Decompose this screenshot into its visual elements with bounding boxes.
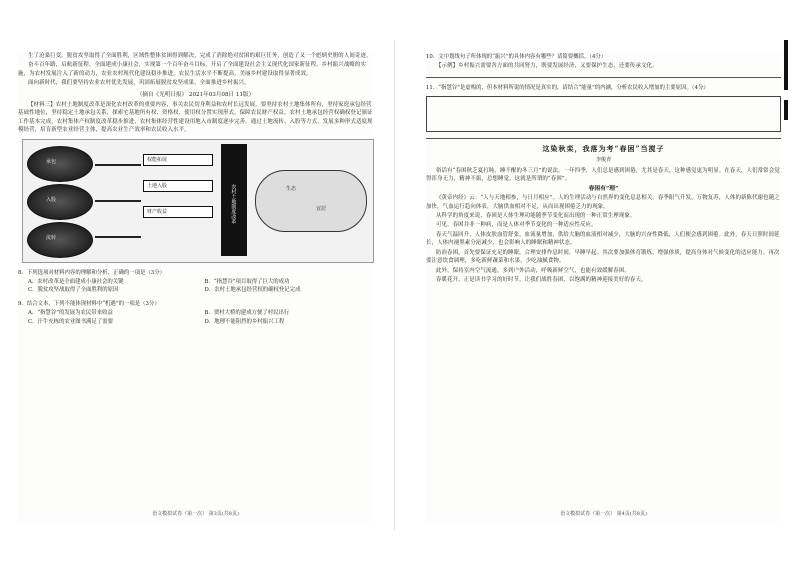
paragraph: 《黄帝内经》云：“人与天地相参，与日月相应”。人的生理活动与自然界的变化息息相关。春季阳气升发，万物复苏，人体的新陈代谢也随之加快，气血运行趋向体表，大脑供血相对不足，从而出现困倦乏力的现象。 — [426, 195, 780, 210]
figure-boxes — [143, 154, 213, 232]
option: D．农村土地承包经营权的确权登记完成 — [204, 287, 301, 294]
option: B．“指慧谷”项目取得了巨大的成功 — [204, 279, 290, 286]
scan-mark — [784, 40, 788, 90]
figure-disc-label: 流转 — [46, 234, 57, 241]
figure-disc-label: 入股 — [46, 196, 57, 203]
figure-box: 权能拓展 — [143, 154, 213, 166]
paragraph: 春天气温回升，人体皮肤血管舒张，血流量增加，供给大脑的血液相对减少，大脑的兴奋性降低，人们便会感到困倦。此外，春天日照时间延长，人体内褪黑素分泌减少，也会影响人的睡眠和精神状态。 — [426, 231, 780, 247]
paragraph: 面向新时代，我们要坚持农业农村优先发展，巩固拓展脱贫攻坚成果，全面推进乡村振兴。 — [28, 80, 250, 87]
diagram-figure — [22, 139, 374, 263]
left-page — [18, 52, 373, 522]
section-subhead: 春困有“理” — [588, 185, 619, 192]
question-10: 10．文中划线句子所体现的“振兴”的具体内容有哪些？请简要概括。（4分） — [426, 54, 607, 60]
arrow — [95, 164, 141, 166]
answer-area[interactable] — [426, 96, 781, 132]
paragraph: 生了沧桑巨变。脱贫攻坚取得了全面胜利，区域性整体贫困得到解决，完成了消除绝对贫困的艰巨任务，创造了又一个彪炳史册的人间奇迹。 — [28, 53, 372, 59]
figure-box: 土地入股 — [143, 180, 213, 192]
option: B．贾村大桥的建成方便了村民出行 — [204, 310, 290, 317]
figure-disc — [27, 146, 93, 182]
question-8: 8．下列选项对材料内容的理解和分析，正确的一项是（3分） — [18, 269, 166, 276]
question-11: 11．“指慧谷”是虚构的，但本材料所说的情况是真实的，请结合“能量”的内涵，分析农民收入增加的主要原因。（4分） — [426, 84, 709, 91]
divider — [426, 77, 781, 78]
paragraph: 可见，春困并非一种病，而是人体对季节变化的一种适应性反应。 — [436, 222, 597, 229]
paragraph: 此外，保持室内空气流通，多到户外活动，呼吸新鲜空气，也能有效缓解春困。 — [436, 267, 630, 274]
question-8-options — [18, 278, 373, 295]
option: A．“指慧谷”的发展为农民带来收益 — [28, 310, 113, 317]
divider — [426, 138, 781, 139]
option: C．汗牛充栋的农业图书满足了需要 — [28, 318, 113, 325]
figure-disc — [27, 222, 93, 258]
paragraph: 奋斗百年路，启航新征程。全面建成小康社会，实现第一个百年奋斗目标，开启了全面建设社会主义现代化国家新征程。乡村振兴战略的实施，为农村发展注入了新的动力，农业农村现代化建设稳步推进，农民生活水平不断提高，美丽乡村建设取得显著成效。 — [18, 62, 366, 77]
option: D．地理不能阻挡的乡村振兴工程 — [204, 318, 285, 325]
figure-disc — [27, 184, 93, 220]
paragraph: 防治春困，首先要保证充足的睡眠，合理安排作息时间，早睡早起。其次要加强体育锻炼，增强体质，提高身体对气候变化的适应能力。再次要注意饮食调理，多吃新鲜蔬菜和水果，少吃油腻食物。 — [426, 249, 780, 265]
figure-bar — [221, 144, 247, 256]
answer-note: 【示例】乡村振兴需要各方面的共同努力，既要发展经济，又要保护生态，还要传承文化。 — [436, 63, 658, 70]
option: A．农村改革是全面建成小康社会的关键 — [28, 279, 124, 286]
paragraph: 春暖花开，正是读书学习的好时节，让我们战胜春困，以饱满的精神迎接美好的春天。 — [436, 276, 647, 283]
page-footer: 语文模拟试卷（第一次） 第3页(共8页) — [152, 510, 239, 517]
arrow — [95, 236, 141, 238]
question-9: 9．结合文本，下列不能体现材料中“机遇”的一项是（3分） — [18, 300, 160, 307]
article-title: 这染秋栾，我落为考“春困”当搅子 — [542, 144, 665, 154]
right-page — [426, 52, 781, 522]
source-citation: （摘自《光明日报》 2021年03月08日 11版） — [136, 91, 255, 98]
figure-disc-stack — [27, 146, 91, 256]
figure-ellipse-label: 生态 — [286, 185, 297, 192]
figure-ellipse-label: 宜居 — [316, 205, 327, 212]
paragraph: 从科学的角度来说，春困是人体生理功能随季节变化而出现的一种正常生理现象。 — [436, 213, 636, 220]
arrow — [95, 200, 141, 202]
figure-bar-label: 农村土地制度改革 — [230, 183, 237, 224]
article-author: 李俊青 — [595, 156, 612, 163]
paragraph: 俗话有“春困秋乏夏打盹，睡不醒的冬三月”的说法。一年四季，人们总是感到困倦，尤其是春天，这种感觉更为明显。在春天，人们常常会觉得浑身无力，精神不振，总想睡觉，这就是所谓的“春困”。 — [426, 168, 780, 183]
center-fold — [394, 40, 395, 530]
figure-box: 财产收益 — [143, 206, 213, 218]
option: C．脱贫攻坚战取得了全面胜利的原因 — [28, 287, 119, 294]
paragraph: 【材料三】农村土地制度改革是深化农村改革的重要内容，事关农民切身利益和农村长远发展。要坚持农村土地集体所有，坚持家庭承包经营基础性地位，坚持稳定土地承包关系，探索宅基地所有权、资格权、使用权分置实现形式，保障农民财产权益。农村土地承包经营权确权登记颁证工作基本完成，农村集体产权制度改革稳步推进，农村集体经营性建设用地入市制度逐步完善。通过土地流转、入股等方式，发展多种形式适度规模经营，培育新型农业经营主体，提高农业生产效率和农民收入水平。 — [18, 102, 373, 134]
page-footer: 语文模拟试卷（第一次） 第4页(共8页) — [560, 510, 647, 517]
question-9-options — [18, 309, 373, 326]
figure-ellipse — [255, 170, 367, 232]
figure-disc-label: 承包 — [46, 158, 57, 165]
scan-mark — [784, 100, 788, 120]
